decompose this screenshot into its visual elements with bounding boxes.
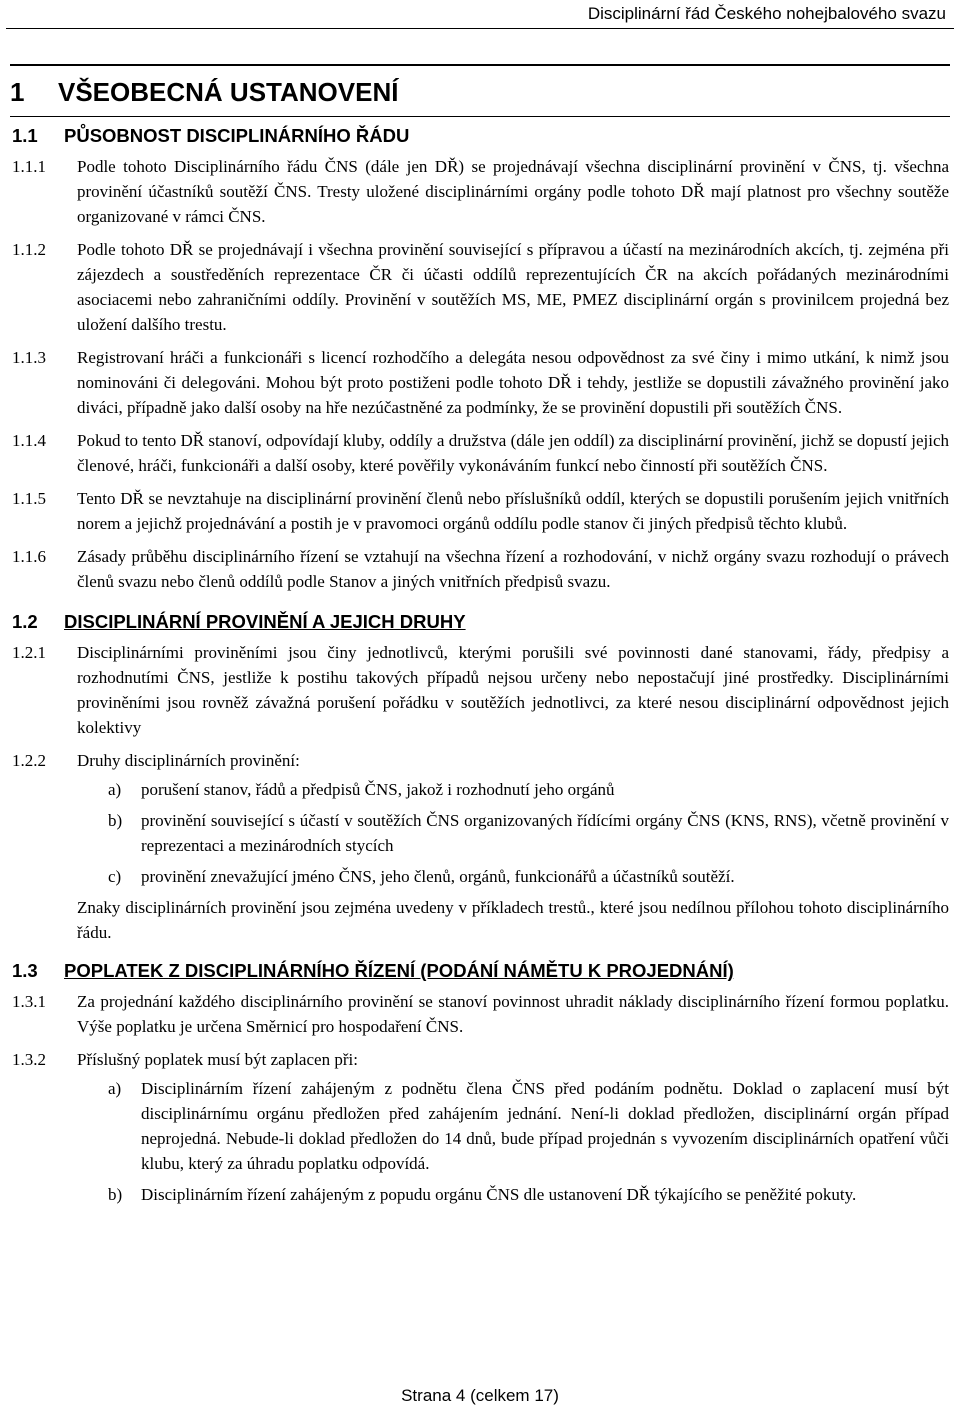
- paragraph-number: 1.1.1: [12, 157, 46, 176]
- item-letter: b): [108, 1185, 123, 1204]
- paragraph-text: Podle tohoto Disciplinárního řádu ČNS (dále jen DŘ) se projednávají všechna disciplinární provinění v ČNS, tj. všechna provinění účastníků soutěží ČNS. Tresty uložené disciplinárními orgány podle tohoto DŘ mají platnost pro všechny soutěže organizované v rámci ČNS.: [77, 157, 949, 226]
- section-number: 1.2: [12, 611, 38, 632]
- paragraph-1-1-4: [0, 428, 960, 478]
- paragraph-1-1-1: [0, 154, 960, 229]
- list-item: [0, 1182, 960, 1207]
- header-rule: [6, 28, 954, 29]
- list-item: [0, 777, 960, 802]
- section-number: 1.1: [12, 125, 38, 146]
- paragraph-number: 1.2.1: [12, 643, 46, 662]
- paragraph-text: Za projednání každého disciplinárního provinění se stanoví povinnost uhradit náklady disciplinárního řízení formou poplatku. Výše poplatku je určena Směrnicí pro hospodaření ČNS.: [77, 992, 949, 1036]
- document-body: [0, 124, 960, 1215]
- paragraph-1-1-6: [0, 544, 960, 594]
- item-letter: a): [108, 1079, 122, 1098]
- chapter-title: VŠEOBECNÁ USTANOVENÍ: [58, 77, 399, 107]
- paragraph-number: 1.2.2: [12, 751, 46, 770]
- section-heading-1-3: [0, 959, 960, 983]
- list-item: [0, 864, 960, 889]
- paragraph-1-2-1: [0, 640, 960, 740]
- paragraph-number: 1.3.2: [12, 1050, 46, 1069]
- paragraph-note: Znaky disciplinárních provinění jsou zejména uvedeny v příkladech trestů., které jsou nedílnou přílohou tohoto disciplinárního řádu.: [77, 898, 949, 942]
- page-footer: Strana 4 (celkem 17): [401, 1386, 559, 1405]
- paragraph-text: Disciplinárními proviněními jsou činy jednotlivců, kterými porušili své povinnosti dané stanovami, řády, předpisy a rozhodnutími ČNS, jestliže k postihu takových případů nejsou určeny nebo nepostačují jiné prostředky. Disciplinárními proviněními jsou rovněž závažná porušení pořádku v soutěžích jednotlivci, za které nesou disciplinární odpovědnost jejich kolektivy: [77, 643, 949, 737]
- paragraph-number: 1.3.1: [12, 992, 46, 1011]
- paragraph-number: 1.1.5: [12, 489, 46, 508]
- section-number: 1.3: [12, 960, 38, 981]
- paragraph-number: 1.1.4: [12, 431, 46, 450]
- paragraph-text: Tento DŘ se nevztahuje na disciplinární provinění členů nebo příslušníků oddíl, kterých se dopustili porušením jejich vnitřních norem a jejichž projednávání a postih je v pravomoci orgánů oddílu podle stanov či jiných předpisů těchto klubů.: [77, 489, 949, 533]
- list-item: [0, 1076, 960, 1176]
- section-title: DISCIPLINÁRNÍ PROVINĚNÍ A JEJICH DRUHY: [64, 611, 466, 632]
- paragraph-text: Druhy disciplinárních provinění:: [77, 751, 300, 770]
- section-heading-1-1: [0, 124, 960, 148]
- paragraph-text: Pokud to tento DŘ stanoví, odpovídají kluby, oddíly a družstva (dále jen oddíl) za disciplinární provinění, jichž se dopustí jejich členové, hráči, funkcionáři a další osoby, které pověřily vykonáváním funkcí nebo činností při soutěžích ČNS.: [77, 431, 949, 475]
- section-title: POPLATEK Z DISCIPLINÁRNÍHO ŘÍZENÍ (PODÁNÍ NÁMĚTU K PROJEDNÁNÍ): [64, 960, 734, 981]
- chapter-number: 1: [10, 77, 25, 107]
- section-heading-1-2: [0, 610, 960, 634]
- paragraph-text: Příslušný poplatek musí být zaplacen při:: [77, 1050, 358, 1069]
- section-title: PŮSOBNOST DISCIPLINÁRNÍHO ŘÁDU: [64, 125, 410, 146]
- chapter-heading: [10, 64, 950, 117]
- item-letter: a): [108, 780, 122, 799]
- paragraph-number: 1.1.3: [12, 348, 46, 367]
- running-header: Disciplinární řád Českého nohejbalového svazu: [587, 4, 946, 23]
- paragraph-text: Podle tohoto DŘ se projednávají i všechna provinění související s přípravou a účastí na mezinárodních akcích, tj. zejména při zájezdech a soustředěních reprezentace ČR či účasti oddílů reprezentujících ČR na akcích pořádaných mezinárodními asociacemi nebo zahraničními oddíly. Provinění v soutěžích MS, ME, PMEZ disciplinární orgán s provinilcem projedná bez uložení dalšího trestu.: [77, 240, 949, 334]
- item-list: [0, 777, 960, 889]
- paragraph-1-1-3: [0, 345, 960, 420]
- paragraph-text: Registrovaní hráči a funkcionáři s licencí rozhodčího a delegáta nesou odpovědnost za své činy i mimo utkání, k nimž jsou nominováni či delegováni. Mohou být proto postiženi podle tohoto DŘ i tehdy, jestliže se dopustili závažného provinění jako diváci, případně jako další osoby na hře nezúčastněné za podmínky, že se provinění dopustili při soutěžích ČNS.: [77, 348, 949, 417]
- item-text: Disciplinárním řízení zahájeným z podnětu člena ČNS před podáním podnětu. Doklad o zaplacení musí být disciplinárnímu orgánu předložen před zahájením jednání. Není-li doklad předložen, disciplinární orgán případ neprojedná. Nebude-li doklad předložen do 14 dnů, bude případ projednán s vyvozením disciplinárních opatření vůči klubu, který za úhradu poplatku odpovídá.: [141, 1079, 949, 1173]
- item-text: Disciplinárním řízení zahájeným z popudu orgánu ČNS dle ustanovení DŘ týkajícího se peněžité pokuty.: [141, 1185, 857, 1204]
- item-letter: b): [108, 811, 123, 830]
- item-text: porušení stanov, řádů a předpisů ČNS, jakož i rozhodnutí jeho orgánů: [141, 780, 615, 799]
- paragraph-1-1-2: [0, 237, 960, 337]
- paragraph-text: Zásady průběhu disciplinárního řízení se vztahují na všechna řízení a rozhodování, v nichž orgány svazu rozhodují o právech členů svazu nebo členů oddílů podle Stanov a jiných vnitřních předpisů svazu.: [77, 547, 949, 591]
- item-letter: c): [108, 867, 122, 886]
- paragraph-1-3-2: [0, 1047, 960, 1207]
- paragraph-number: 1.1.2: [12, 240, 46, 259]
- paragraph-1-1-5: [0, 486, 960, 536]
- list-item: [0, 808, 960, 858]
- paragraph-1-2-2: [0, 748, 960, 945]
- item-text: provinění znevažující jméno ČNS, jeho členů, orgánů, funkcionářů a účastníků soutěží.: [141, 867, 735, 886]
- item-list: [0, 1076, 960, 1207]
- paragraph-1-3-1: [0, 989, 960, 1039]
- item-text: provinění související s účastí v soutěžích ČNS organizovaných řídícími orgány ČNS (KNS, RNS), včetně provinění v reprezentaci a mezinárodních stycích: [141, 811, 949, 855]
- paragraph-number: 1.1.6: [12, 547, 46, 566]
